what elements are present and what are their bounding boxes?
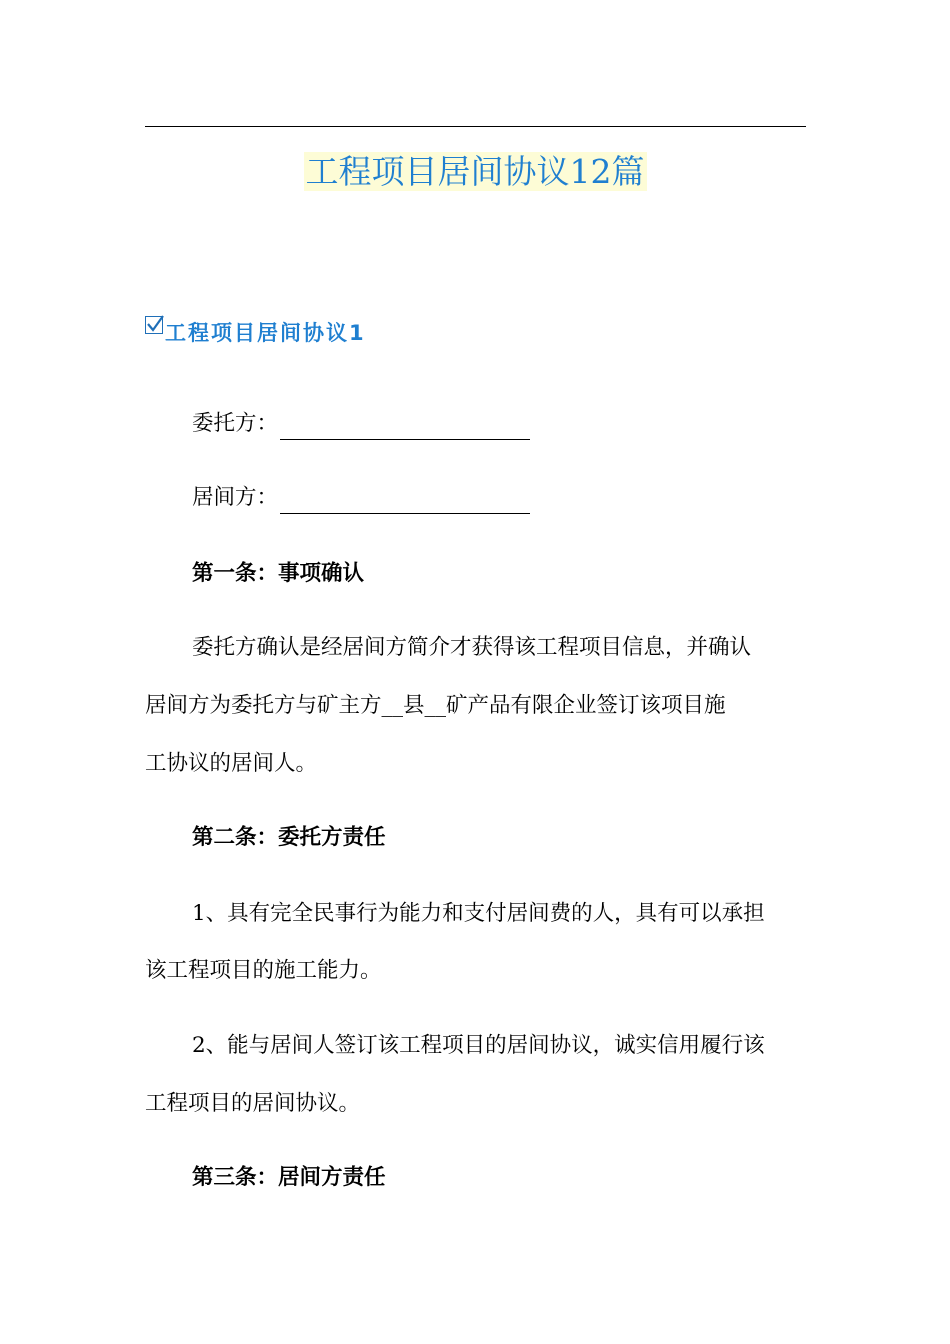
header-rule (145, 126, 806, 127)
article2-item2-line: 工程项目的居间协议。 (145, 1091, 361, 1116)
intermediary-label: 居间方： (192, 485, 279, 510)
article3-heading: 第三条：居间方责任 (192, 1165, 386, 1190)
checkbox-checked-icon (145, 316, 163, 334)
client-field (192, 408, 857, 440)
article2-item1-line: 该工程项目的施工能力。 (145, 958, 382, 983)
article1-heading: 第一条：事项确认 (192, 561, 365, 586)
client-blank (280, 413, 530, 440)
article1-line: 委托方确认是经居间方简介才获得该工程项目信息，并确认 (192, 635, 752, 660)
client-label: 委托方： (192, 411, 279, 436)
article2-item1-line: 1、具有完全民事行为能力和支付居间费的人，具有可以承担 (192, 901, 765, 926)
document-title (0, 148, 950, 196)
article2-heading: 第二条：委托方责任 (192, 825, 386, 850)
article1-line: 工协议的居间人。 (145, 751, 318, 776)
section-heading-text: 工程项目居间协议1 (165, 321, 366, 345)
article1-line: 居间方为委托方与矿主方__县__矿产品有限企业签订该项目施 (145, 693, 726, 718)
intermediary-field (192, 482, 857, 514)
article2-item2-line: 2、能与居间人签订该工程项目的居间协议，诚实信用履行该 (192, 1033, 765, 1058)
document-title-text: 工程项目居间协议12篇 (305, 152, 645, 191)
intermediary-blank (280, 487, 530, 514)
section-heading (145, 308, 366, 356)
